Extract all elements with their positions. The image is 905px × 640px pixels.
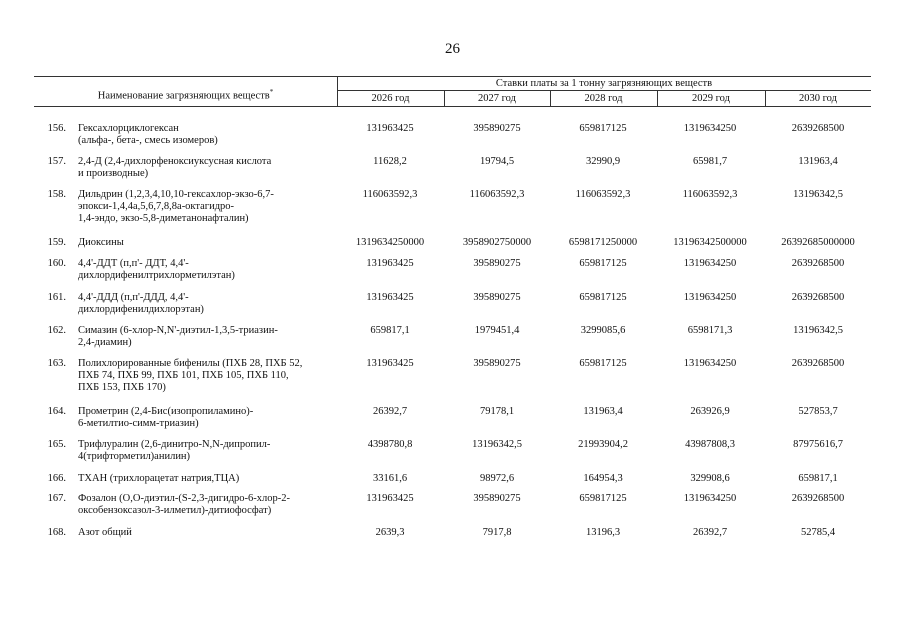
page-number: 26 <box>445 41 460 57</box>
row-number: 159. <box>47 237 66 248</box>
rate-value-2026: 131963425 <box>366 258 414 269</box>
rate-value-2026: 131963425 <box>366 358 414 369</box>
rate-value-2029: 263926,9 <box>690 406 730 417</box>
header-bottom-border <box>34 106 871 107</box>
substance-name-line: ТХАН (трихлорацетат натрия,ТЦА) <box>78 473 240 484</box>
substance-name <box>78 325 328 349</box>
rate-value-2026: 1319634250000 <box>355 237 425 248</box>
substance-name-line: Гексахлорциклогексан <box>78 123 179 134</box>
rate-value-2028: 32990,9 <box>585 156 621 167</box>
rate-value-2026: 11628,2 <box>373 156 407 167</box>
rate-value-2026: 2639,3 <box>375 527 405 538</box>
rate-value-2027: 13196342,5 <box>472 439 522 450</box>
rate-value-2029: 1319634250 <box>683 292 737 303</box>
substance-name-line: дихлордифенилдихлорэтан) <box>78 304 204 315</box>
rate-value-2028: 131963,4 <box>583 406 623 417</box>
substance-name <box>78 189 328 225</box>
substance-name-line: Трифлуралин (2,6-динитро-N,N-дипропил- <box>78 439 271 450</box>
substance-name-line: (альфа-, бета-, смесь изомеров) <box>78 135 218 146</box>
rate-value-2030: 527853,7 <box>798 406 838 417</box>
rate-value-2030: 2639268500 <box>791 358 845 369</box>
substance-name <box>78 123 328 147</box>
row-number: 167. <box>47 493 66 504</box>
rate-value-2030: 52785,4 <box>800 527 836 538</box>
rate-value-2026: 33161,6 <box>372 473 408 484</box>
substance-name <box>78 156 328 180</box>
rate-value-2030: 131963,4 <box>798 156 838 167</box>
row-number: 162. <box>47 325 66 336</box>
rate-value-2026: 131963425 <box>366 292 414 303</box>
row-number: 160. <box>47 258 66 269</box>
rate-value-2027: 395890275 <box>473 258 521 269</box>
rate-value-2028: 659817125 <box>579 292 627 303</box>
rate-value-2028: 6598171250000 <box>568 237 638 248</box>
substance-name-line: эпокси-1,4,4а,5,6,7,8,8а-октагидро- <box>78 201 235 212</box>
rate-value-2026: 116063592,3 <box>362 189 418 200</box>
substance-name <box>78 493 328 517</box>
rate-value-2026: 131963425 <box>366 123 414 134</box>
footnote-mark: * <box>269 88 274 96</box>
rate-value-2027: 395890275 <box>473 123 521 134</box>
rate-value-2030: 26392685000000 <box>781 237 855 248</box>
rate-value-2026: 131963425 <box>366 493 414 504</box>
rate-value-2029: 26392,7 <box>692 527 728 538</box>
row-number: 168. <box>47 527 66 538</box>
rate-value-2027: 395890275 <box>473 358 521 369</box>
rate-value-2028: 116063592,3 <box>575 189 631 200</box>
substance-name <box>78 258 328 282</box>
substance-name-line: ПХБ 153, ПХБ 170) <box>78 382 166 393</box>
row-number: 158. <box>47 189 66 200</box>
rate-value-2028: 164954,3 <box>583 473 623 484</box>
rate-value-2028: 659817125 <box>579 358 627 369</box>
year-header-2029: 2029 год <box>692 93 730 104</box>
substance-name-line: и производные) <box>78 168 149 179</box>
substance-name <box>78 527 328 539</box>
substance-name-line: оксобензоксазол-3-илметил)-дитиофосфат) <box>78 505 272 516</box>
rate-value-2029: 116063592,3 <box>682 189 738 200</box>
substance-name-line: 2,4-Д (2,4-дихлорфеноксиуксусная кислота <box>78 156 272 167</box>
rate-value-2027: 395890275 <box>473 292 521 303</box>
substance-name <box>78 358 328 394</box>
rate-value-2028: 659817125 <box>579 123 627 134</box>
rate-value-2026: 26392,7 <box>372 406 408 417</box>
substance-name-line: Фозалон (О,О-диэтил-(S-2,3-дигидро-6-хлор-2- <box>78 493 291 504</box>
rate-value-2027: 98972,6 <box>479 473 515 484</box>
substance-name-line: 6-метилтио-симм-триазин) <box>78 418 199 429</box>
rate-value-2027: 3958902750000 <box>462 237 532 248</box>
substance-name <box>78 406 328 430</box>
rate-value-2028: 3299085,6 <box>580 325 626 336</box>
rate-value-2027: 19794,5 <box>479 156 515 167</box>
rate-value-2029: 1319634250 <box>683 123 737 134</box>
substance-name-line: Азот общий <box>78 527 132 538</box>
substance-name <box>78 292 328 316</box>
rate-value-2028: 13196,3 <box>585 527 621 538</box>
rate-value-2029: 1319634250 <box>683 493 737 504</box>
rate-value-2030: 2639268500 <box>791 292 845 303</box>
rate-value-2027: 79178,1 <box>479 406 515 417</box>
rate-value-2030: 13196342,5 <box>793 325 843 336</box>
row-number: 157. <box>47 156 66 167</box>
rate-value-2029: 329908,6 <box>690 473 730 484</box>
rate-value-2030: 13196342,5 <box>793 189 843 200</box>
substance-name-line: Прометрин (2,4-Бис(изопропиламино)- <box>78 406 254 417</box>
row-number: 166. <box>47 473 66 484</box>
rate-value-2029: 43987808,3 <box>685 439 735 450</box>
substance-name-line: Симазин (6-хлор-N,N'-диэтил-1,3,5-триазин- <box>78 325 278 336</box>
rate-value-2029: 13196342500000 <box>673 237 747 248</box>
year-header-2030: 2030 год <box>799 93 837 104</box>
substance-name-line: Дильдрин (1,2,3,4,10,10-гексахлор-экзо-6,7- <box>78 189 274 200</box>
row-number: 156. <box>47 123 66 134</box>
rate-value-2028: 659817125 <box>579 258 627 269</box>
row-number: 163. <box>47 358 66 369</box>
rate-value-2030: 659817,1 <box>798 473 838 484</box>
rate-value-2028: 21993904,2 <box>578 439 628 450</box>
rate-value-2027: 395890275 <box>473 493 521 504</box>
substance-name-line: 2,4-диамин) <box>78 337 132 348</box>
substance-name <box>78 439 328 463</box>
substance-name-line: ПХБ 74, ПХБ 99, ПХБ 101, ПХБ 105, ПХБ 110, <box>78 370 289 381</box>
substance-name-line: 1,4-эндо, экзо-5,8-диметанонафталин) <box>78 213 249 224</box>
name-column-title: Наименование загрязняющих веществ <box>97 90 270 102</box>
table-top-border <box>34 76 871 77</box>
substance-name-line: 4(трифторметил)анилин) <box>78 451 191 462</box>
rate-value-2026: 659817,1 <box>370 325 410 336</box>
substance-name <box>78 473 328 485</box>
rates-column-header: Ставки платы за 1 тонну загрязняющих веществ <box>495 78 713 89</box>
row-number: 161. <box>47 292 66 303</box>
substance-name-line: 4,4'-ДДТ (п,п'- ДДТ, 4,4'- <box>78 258 189 269</box>
substance-name <box>78 237 328 249</box>
year-header-2028: 2028 год <box>584 93 623 104</box>
rate-value-2027: 7917,8 <box>482 527 512 538</box>
rate-value-2027: 116063592,3 <box>469 189 525 200</box>
rate-value-2027: 1979451,4 <box>474 325 520 336</box>
rate-value-2028: 659817125 <box>579 493 627 504</box>
name-column-header <box>34 86 337 103</box>
rate-value-2029: 1319634250 <box>683 258 737 269</box>
substance-name-line: 4,4'-ДДД (п,п'-ДДД, 4,4'- <box>78 292 189 303</box>
rate-value-2029: 1319634250 <box>683 358 737 369</box>
rate-value-2030: 2639268500 <box>791 258 845 269</box>
substance-name-line: Полихлорированные бифенилы (ПХБ 28, ПХБ 52, <box>78 358 303 369</box>
rate-value-2030: 2639268500 <box>791 493 845 504</box>
rate-value-2030: 2639268500 <box>791 123 845 134</box>
substance-name-line: дихлордифенилтрихлорметилэтан) <box>78 270 235 281</box>
rate-value-2026: 4398780,8 <box>367 439 413 450</box>
row-number: 165. <box>47 439 66 450</box>
rate-value-2029: 65981,7 <box>692 156 728 167</box>
row-number: 164. <box>47 406 66 417</box>
years-top-border <box>337 90 871 91</box>
substance-name-line: Диоксины <box>78 237 124 248</box>
rate-value-2029: 6598171,3 <box>687 325 733 336</box>
year-header-2026: 2026 год <box>371 93 410 104</box>
year-header-2027: 2027 год <box>478 93 516 104</box>
rate-value-2030: 87975616,7 <box>793 439 843 450</box>
